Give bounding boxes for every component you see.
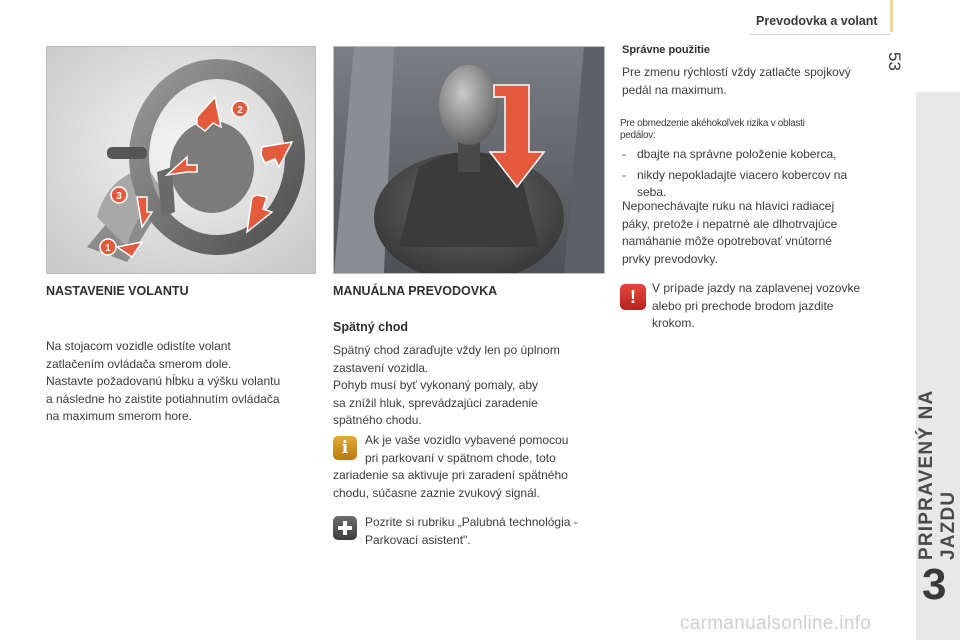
info-icon: i — [333, 436, 357, 460]
steering-heading: NASTAVENIE VOLANTU — [46, 284, 189, 298]
watermark: carmanualsonline.info — [680, 613, 872, 634]
info-note — [333, 432, 608, 502]
text-line: Parkovací asistent". — [365, 532, 471, 547]
chapter-side-label: PRIPRAVENÝ NA JAZDU — [916, 390, 959, 560]
plus-icon — [333, 516, 357, 540]
risk-bullet-list — [620, 146, 900, 205]
text-line: alebo pri prechode brodom jazdite — [652, 298, 834, 313]
plus-glyph — [333, 516, 357, 540]
text-line: zatlačením ovládača smerom dole. — [46, 356, 232, 371]
callout-2 — [232, 101, 248, 117]
chapter-number: 3 — [922, 560, 947, 609]
steering-wheel-illustration — [46, 46, 316, 274]
risk-paragraph — [620, 118, 900, 142]
callout-3 — [111, 187, 127, 203]
header-divider — [750, 34, 890, 35]
text-line: pri parkovaní v spätnom chode, toto — [365, 450, 556, 465]
text-line: prvky prevodovky. — [622, 251, 718, 266]
steering-paragraph — [46, 338, 316, 426]
text-line: Pre obmedzenie akéhokoľvek rizika v oblasti — [620, 118, 805, 129]
text-line: namáhanie môže opotrebovať vnútorné — [622, 234, 832, 248]
text-line: krokom. — [652, 316, 695, 330]
text-line: spätného chodu. — [333, 413, 422, 427]
hand-paragraph — [622, 198, 902, 268]
text-line: dbajte na správne položenie koberca, — [637, 147, 837, 161]
gear-shift-illustration — [333, 46, 605, 274]
text-line: Pre zmenu rýchlostí vždy zatlačte spojkový — [622, 65, 851, 79]
reverse-heading: Spätný chod — [333, 320, 409, 334]
text-line: chodu, súčasne zaznie zvukový signál. — [333, 485, 540, 500]
callout-3-label: 3 — [116, 191, 122, 202]
callout-1-label: 1 — [105, 243, 111, 254]
header-accent-bar — [890, 0, 893, 32]
text-line: Spätný chod zaraďujte vždy len po úplnom — [333, 343, 560, 357]
usage-paragraph — [622, 64, 902, 99]
text-line: Nastavte požadovanú hĺbku a výšku volantu — [46, 374, 281, 388]
warning-icon: ! — [620, 284, 646, 310]
list-item — [620, 167, 900, 201]
text-line: sa znížil hluk, sprevádzajúci zaradenie — [333, 395, 538, 410]
page-number: 53 — [885, 52, 904, 71]
usage-heading: Správne použitie — [622, 44, 711, 56]
text-line: Na stojacom vozidle odistíte volant — [46, 339, 231, 353]
callout-1 — [100, 239, 116, 255]
text-line: na maximum smerom hore. — [46, 409, 193, 423]
gearbox-heading: MANUÁLNA PREVODOVKA — [333, 284, 498, 298]
text-line: zastavení vozidla. — [333, 360, 429, 375]
page-header-title: Prevodovka a volant — [756, 14, 878, 28]
text-line: Pozrite si rubriku „Palubná technológia - — [365, 515, 578, 529]
text-line: pedál na maximum. — [622, 82, 727, 97]
callout-2-label: 2 — [237, 105, 243, 116]
gear-shift-drawing — [334, 47, 604, 273]
text-line: a následne ho zaistite potiahnutím ovládača — [46, 391, 280, 406]
text-line: Neponechávajte ruku na hlavici radiacej — [622, 199, 835, 213]
text-line: páky, pretože i nepatrné ale dlhotrvajúce — [622, 216, 838, 231]
text-line: pedálov: — [620, 130, 656, 141]
list-item — [620, 146, 900, 163]
text-line: seba. — [637, 185, 667, 199]
text-line: Ak je vaše vozidlo vybavené pomocou — [365, 433, 569, 447]
reverse-paragraph — [333, 342, 608, 430]
steering-wheel-drawing — [47, 47, 315, 273]
text-line: Pohyb musí byť vykonaný pomaly, aby — [333, 378, 539, 392]
see-also-note — [365, 514, 610, 549]
text-line: V prípade jazdy na zaplavenej vozovke — [652, 281, 861, 295]
warning-note — [652, 280, 902, 333]
text-line: - nikdy nepokladajte viacero kobercov na — [637, 168, 848, 182]
text-line: zariadenie sa aktivuje pri zaradení spätného — [333, 468, 568, 482]
